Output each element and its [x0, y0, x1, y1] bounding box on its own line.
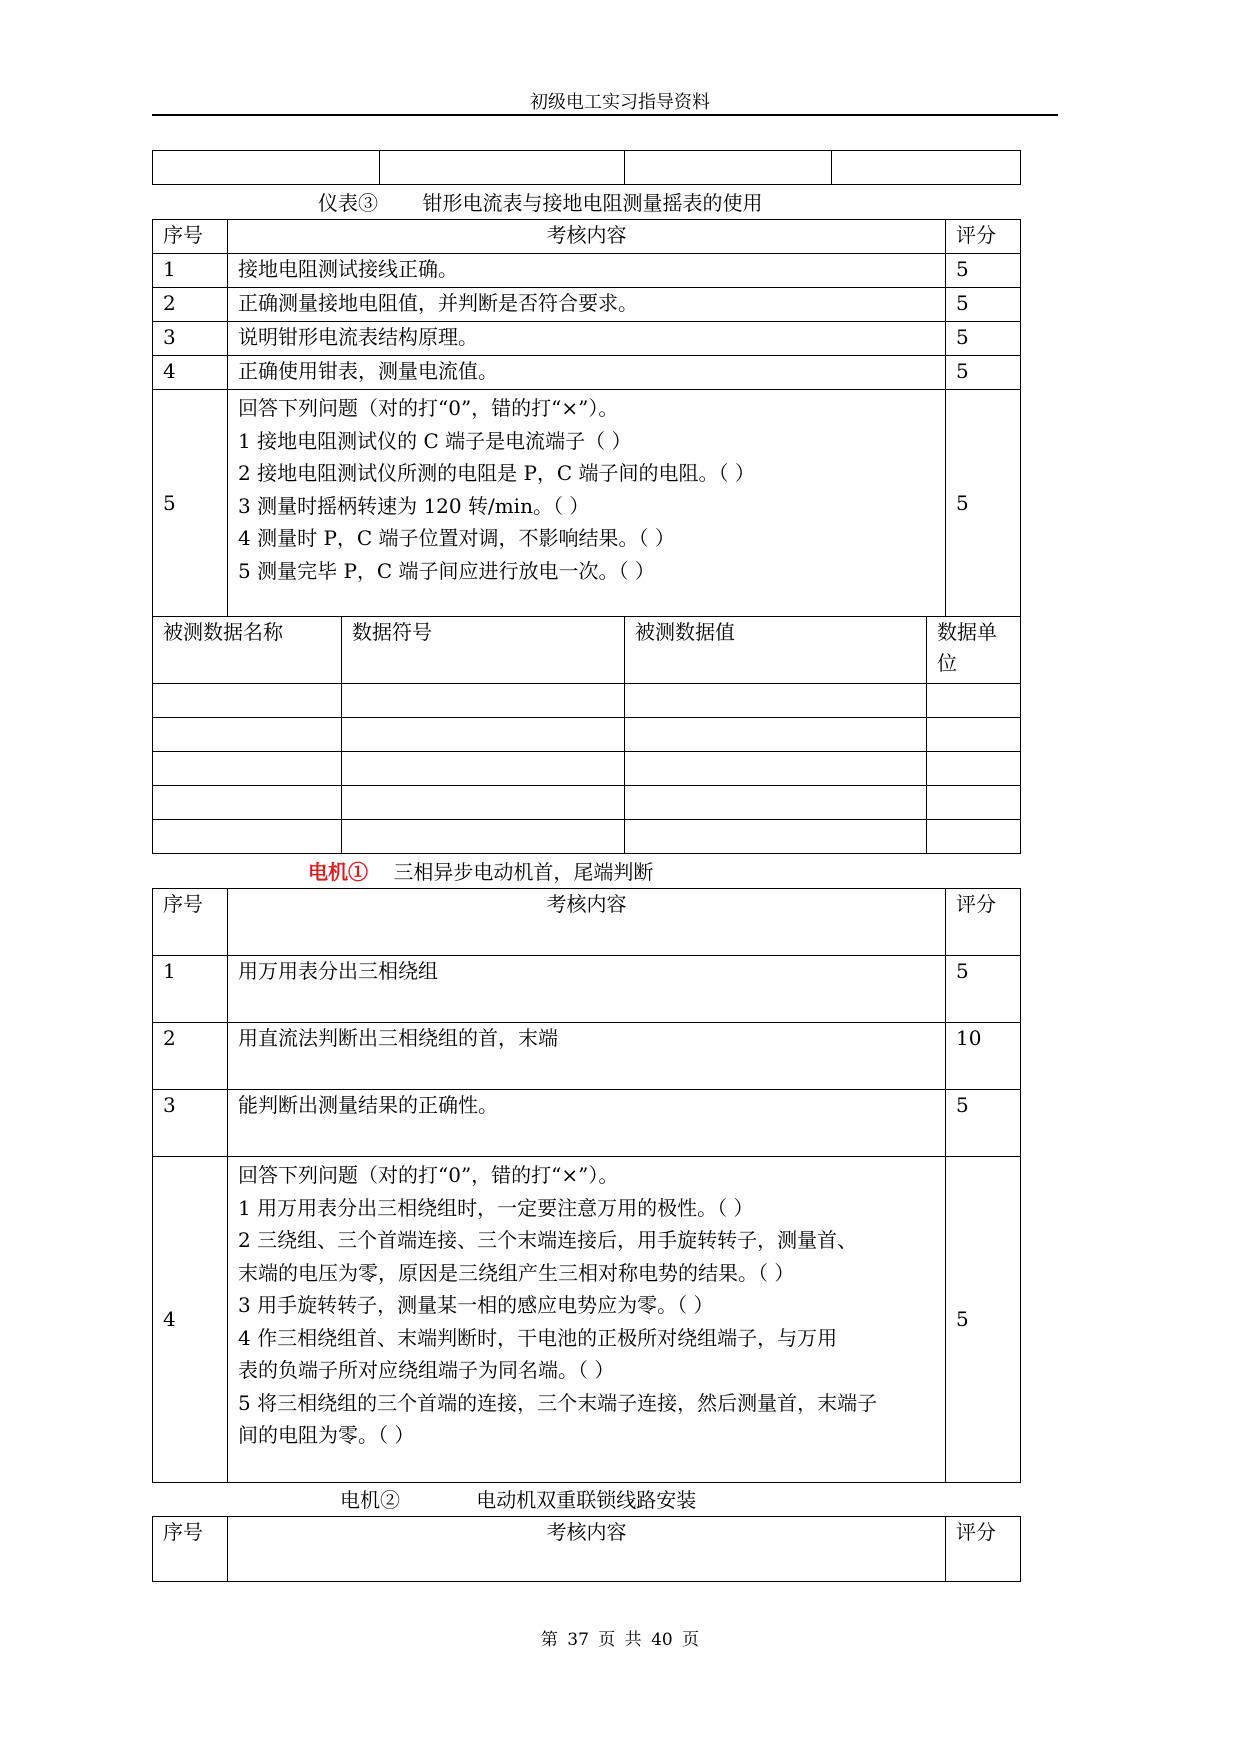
question-line: 5 将三相绕组的三个首端的连接，三个末端子连接，然后测量首，末端子 [238, 1390, 878, 1415]
row-score: 5 [946, 322, 1021, 356]
caption-prefix: 仪表③ [318, 191, 378, 215]
question-line: 1 接地电阻测试仪的 C 端子是电流端子（ ） [238, 428, 632, 453]
question-line: 间的电阻为零。（ ） [238, 1423, 415, 1447]
question-line: 1 用万用表分出三相绕组时，一定要注意万用的极性。（ ） [238, 1195, 754, 1220]
row-content: 正确测量接地电阻值，并判断是否符合要求。 [228, 288, 946, 322]
question-list [228, 390, 946, 617]
row-content: 说明钳形电流表结构原理。 [228, 322, 946, 356]
empty-cell [153, 684, 342, 718]
empty-cell [342, 718, 625, 752]
question-line: 末端的电压为零，原因是三绕组产生三相对称电势的结果。（ ） [238, 1260, 795, 1285]
table-row [153, 820, 1021, 854]
assessment-table-meter3 [152, 219, 1021, 617]
table-row [153, 786, 1021, 820]
col-header-index: 序号 [153, 220, 228, 254]
table-header-row [153, 617, 1021, 684]
empty-cell [342, 752, 625, 786]
table-row [153, 718, 1021, 752]
header-rule [152, 114, 1058, 116]
table-row [153, 1090, 1021, 1157]
question-line: 3 测量时摇柄转速为 120 转/min。（ ） [238, 493, 590, 518]
row-index: 3 [153, 1090, 228, 1157]
question-line: 5 测量完毕 P，C 端子间应进行放电一次。（ ） [238, 558, 655, 583]
question-line: 3 用手旋转转子，测量某一相的感应电势应为零。（ ） [238, 1293, 714, 1317]
row-score: 5 [946, 254, 1021, 288]
col-header-data-name: 被测数据名称 [153, 617, 342, 684]
empty-cell [153, 718, 342, 752]
empty-cell [153, 752, 342, 786]
empty-cell [927, 786, 1021, 820]
empty-cell [832, 151, 1021, 185]
question-line: 回答下列问题（对的打“0”，错的打“×”）。 [238, 396, 619, 420]
row-index: 3 [153, 322, 228, 356]
question-line: 2 接地电阻测试仪所测的电阻是 P，C 端子间的电阻。（ ） [238, 461, 755, 485]
question-list [228, 1157, 946, 1483]
col-header-data-symbol: 数据符号 [342, 617, 625, 684]
row-score: 5 [946, 956, 1021, 1023]
carryover-table [152, 150, 1021, 185]
table-row [153, 322, 1021, 356]
table-row [153, 1023, 1021, 1090]
row-content: 用万用表分出三相绕组 [228, 956, 946, 1023]
question-line: 表的负端子所对应绕组端子为同名端。（ ） [238, 1358, 615, 1382]
table-header-row [153, 220, 1021, 254]
section-caption-motor2 [340, 1486, 696, 1514]
row-content: 正确使用钳表，测量电流值。 [228, 356, 946, 390]
row-score: 5 [946, 288, 1021, 322]
caption-title: 电动机双重联锁线路安装 [476, 1488, 697, 1512]
caption-prefix: 电机② [340, 1488, 400, 1512]
empty-cell [153, 820, 342, 854]
row-score: 5 [946, 390, 1021, 617]
empty-cell [927, 718, 1021, 752]
row-content: 用直流法判断出三相绕组的首，末端 [228, 1023, 946, 1090]
col-header-index: 序号 [153, 889, 228, 956]
row-score: 5 [946, 356, 1021, 390]
empty-cell [153, 151, 380, 185]
empty-cell [927, 752, 1021, 786]
col-header-score: 评分 [946, 1517, 1021, 1582]
table-row-questions [153, 1157, 1021, 1483]
empty-cell [625, 151, 832, 185]
table-row [153, 288, 1021, 322]
empty-cell [153, 786, 342, 820]
row-index: 1 [153, 956, 228, 1023]
row-index: 2 [153, 1023, 228, 1090]
empty-cell [380, 151, 625, 185]
section-caption-meter3 [318, 189, 763, 217]
col-header-content: 考核内容 [228, 1517, 946, 1582]
col-header-content: 考核内容 [228, 889, 946, 956]
empty-cell [927, 684, 1021, 718]
measurement-data-table [152, 616, 1021, 854]
section-caption-motor1 [308, 858, 653, 886]
table-row [153, 151, 1021, 185]
row-index: 4 [153, 356, 228, 390]
row-index: 2 [153, 288, 228, 322]
empty-cell [625, 752, 927, 786]
caption-title: 钳形电流表与接地电阻测量摇表的使用 [422, 191, 763, 215]
row-score: 10 [946, 1023, 1021, 1090]
col-header-data-unit: 数据单位 [927, 617, 1021, 684]
row-index: 1 [153, 254, 228, 288]
col-header-content: 考核内容 [228, 220, 946, 254]
question-line: 2 三绕组、三个首端连接、三个末端连接后，用手旋转转子，测量首、 [238, 1228, 858, 1252]
empty-cell [342, 684, 625, 718]
empty-cell [625, 786, 927, 820]
assessment-table-motor1 [152, 888, 1021, 1483]
question-line: 4 测量时 P，C 端子位置对调，不影响结果。（ ） [238, 526, 675, 550]
row-index: 4 [153, 1157, 228, 1483]
row-score: 5 [946, 1157, 1021, 1483]
col-header-score: 评分 [946, 889, 1021, 956]
table-header-row [153, 1517, 1021, 1582]
col-header-index: 序号 [153, 1517, 228, 1582]
table-row [153, 356, 1021, 390]
empty-cell [625, 684, 927, 718]
empty-cell [342, 820, 625, 854]
empty-cell [342, 786, 625, 820]
page-number: 第 37 页 共 40 页 [540, 1630, 700, 1650]
table-row [153, 956, 1021, 1023]
caption-prefix: 电机① [308, 860, 368, 884]
document-header-title: 初级电工实习指导资料 [530, 92, 710, 113]
row-score: 5 [946, 1090, 1021, 1157]
row-index: 5 [153, 390, 228, 617]
table-row [153, 254, 1021, 288]
table-header-row [153, 889, 1021, 956]
empty-cell [625, 820, 927, 854]
question-line: 回答下列问题（对的打“0”，错的打“×”）。 [238, 1163, 619, 1187]
row-content: 接地电阻测试接线正确。 [228, 254, 946, 288]
table-row-questions [153, 390, 1021, 617]
table-row [153, 684, 1021, 718]
empty-cell [625, 718, 927, 752]
empty-cell [927, 820, 1021, 854]
caption-title: 三相异步电动机首，尾端判断 [393, 860, 654, 884]
col-header-data-value: 被测数据值 [625, 617, 927, 684]
row-content: 能判断出测量结果的正确性。 [228, 1090, 946, 1157]
col-header-score: 评分 [946, 220, 1021, 254]
question-line: 4 作三相绕组首、末端判断时，干电池的正极所对绕组端子，与万用 [238, 1325, 838, 1350]
assessment-table-motor2 [152, 1516, 1021, 1582]
table-row [153, 752, 1021, 786]
